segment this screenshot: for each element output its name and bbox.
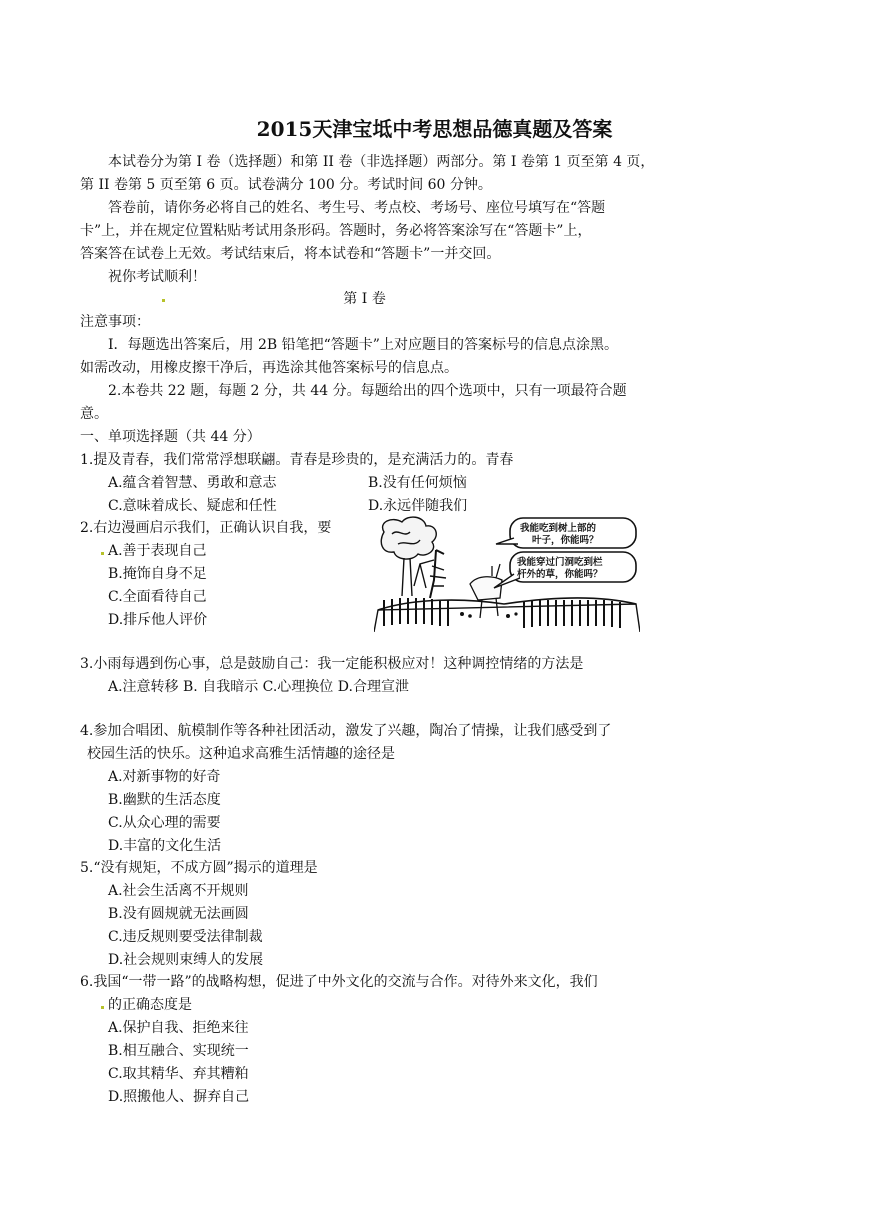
question-stem: 2.右边漫画启示我们，正确认识自我，要 xyxy=(80,520,332,536)
option-a: A.对新事物的好奇 xyxy=(108,769,221,785)
mark-dot xyxy=(101,1006,104,1009)
option-c: C.全面看待自己 xyxy=(108,589,207,605)
intro-text: 第 II 卷第 5 页至第 6 页。试卷满分 100 分。考试时间 60 分钟。 xyxy=(80,177,492,193)
giraffe-cartoon-image xyxy=(374,514,640,632)
option-c: C.取其精华、弃其糟粕 xyxy=(108,1066,249,1082)
option-d: D.社会规则束缚人的发展 xyxy=(108,952,264,968)
question-stem: 校园生活的快乐。这种追求高雅生活情趣的途径是 xyxy=(87,746,395,762)
option-a: A.善于表现自己 xyxy=(108,543,207,559)
question-stem: 1.提及青春，我们常常浮想联翩。青春是珍贵的，是充满活力的。青春 xyxy=(80,452,514,468)
option-a: A.社会生活离不开规则 xyxy=(108,883,249,899)
intro-text: 答案答在试卷上无效。考试结束后，将本试卷和“答题卡”一并交回。 xyxy=(80,246,501,262)
intro-text: 答卷前，请你务必将自己的姓名、考生号、考点校、考场号、座位号填写在“答题 xyxy=(108,200,606,216)
bubble-text: 杆外的草，你能吗？ xyxy=(517,569,603,580)
part-heading: 一、单项选择题（共 44 分） xyxy=(80,429,261,445)
question-stem: 6.我国“一带一路”的战略构想，促进了中外文化的交流与合作。对待外来文化，我们 xyxy=(80,974,598,990)
option-d: D.排斥他人评价 xyxy=(108,612,208,628)
notes-item: I．每题选出答案后，用 2B 铅笔把“答题卡”上对应题目的答案标号的信息点涂黑。 xyxy=(108,337,618,353)
notes-item: 意。 xyxy=(80,406,108,422)
option-b: B.没有圆规就无法画圆 xyxy=(108,906,249,922)
wish-text: 祝你考试顺利！ xyxy=(108,269,206,285)
options-inline: A.注意转移 B. 自我暗示 C.心理换位 D.合理宣泄 xyxy=(108,679,409,695)
option-d: D.照搬他人、摒弃自己 xyxy=(108,1089,250,1105)
option-b: B.相互融合、实现统一 xyxy=(108,1043,249,1059)
option-c: C.违反规则要受法律制裁 xyxy=(108,929,263,945)
bubble-text: 叶子，你能吗？ xyxy=(532,535,599,546)
question-stem: 3.小雨每遇到伤心事，总是鼓励自己：我一定能积极应对！这种调控情绪的方法是 xyxy=(80,656,584,672)
question-stem: 的正确态度是 xyxy=(108,997,192,1013)
option-a: A.蕴含着智慧、勇敢和意志 xyxy=(108,475,277,491)
notes-item: 2.本卷共 22 题，每题 2 分，共 44 分。每题给出的四个选项中，只有一项最符合题 xyxy=(108,383,627,399)
option-b: B.没有任何烦恼 xyxy=(368,475,467,491)
bubble-text: 我能吃到树上部的 xyxy=(520,523,597,534)
notes-heading: 注意事项： xyxy=(80,314,150,330)
option-c: C.从众心理的需要 xyxy=(108,815,221,831)
notes-item: 如需改动，用橡皮擦干净后，再选涂其他答案标号的信息点。 xyxy=(80,360,458,376)
option-b: B.幽默的生活态度 xyxy=(108,792,221,808)
intro-text: 卡”上，并在规定位置粘贴考试用条形码。答题时，务必将答案涂写在“答题卡”上， xyxy=(80,223,592,239)
question-stem: 4.参加合唱团、航模制作等各种社团活动，激发了兴趣，陶冶了情操，让我们感受到了 xyxy=(80,723,612,739)
bubble-text: 我能穿过门洞吃到栏 xyxy=(517,557,603,568)
option-a: A.保护自我、拒绝来往 xyxy=(108,1020,249,1036)
page-title: 2015天津宝坻中考思想品德真题及答案 xyxy=(256,117,613,141)
section-title: 第 I 卷 xyxy=(343,291,386,307)
option-d: D.丰富的文化生活 xyxy=(108,838,222,854)
option-d: D.永远伴随我们 xyxy=(368,498,468,514)
mark-dot xyxy=(101,552,104,555)
option-c: C.意味着成长、疑虑和任性 xyxy=(108,498,277,514)
question-stem: 5.“没有规矩，不成方圆”揭示的道理是 xyxy=(80,860,318,876)
option-b: B.掩饰自身不足 xyxy=(108,566,207,582)
intro-text: 本试卷分为第 I 卷（选择题）和第 II 卷（非选择题）两部分。第 I 卷第 1 页至第 4 页， xyxy=(108,154,655,170)
